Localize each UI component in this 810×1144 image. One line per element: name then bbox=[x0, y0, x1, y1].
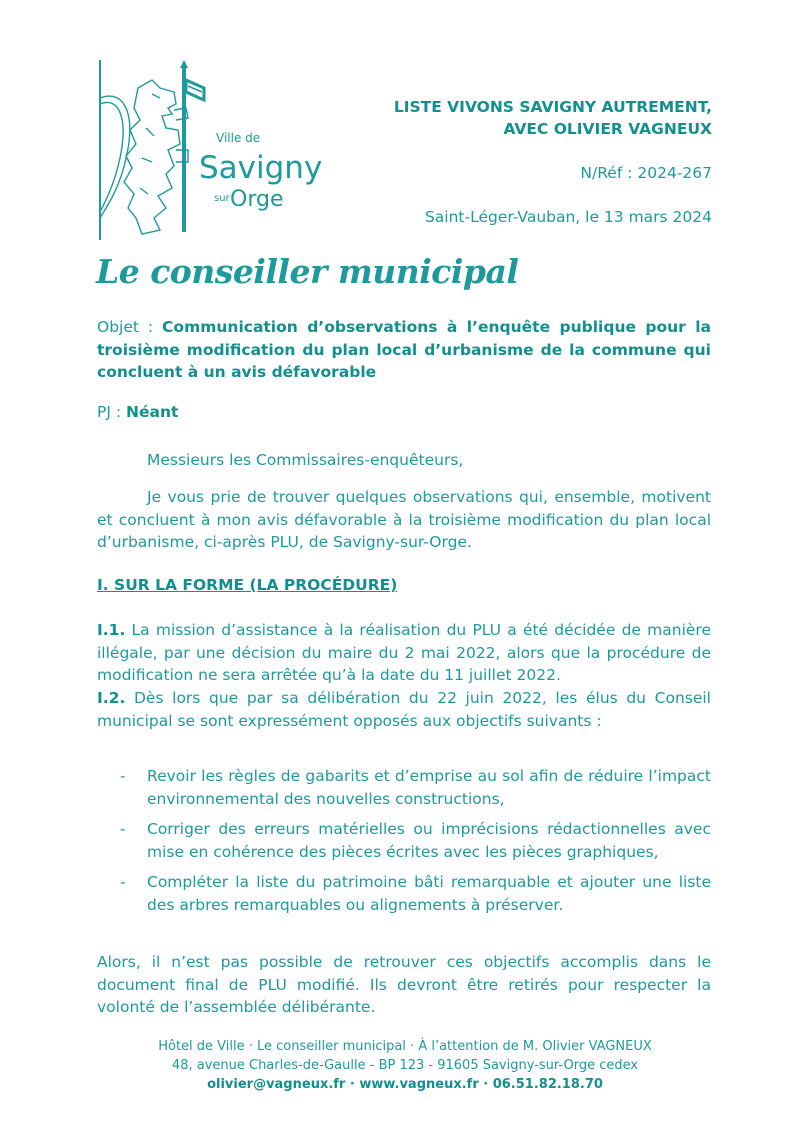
attachments-label: PJ : bbox=[97, 403, 126, 421]
logo-savigny: Savigny bbox=[199, 150, 323, 186]
sender-organization-line1: LISTE VIVONS SAVIGNY AUTREMENT, bbox=[393, 98, 712, 116]
sender-title: Le conseiller municipal bbox=[96, 252, 519, 291]
city-logo bbox=[96, 58, 323, 244]
intro-paragraph: Je vous prie de trouver quelques observations qui, ensemble, motivent et concluent à mon avis défavorable à la troisième modification du plan local d’urbanisme, ci-après PLU, de Savigny-sur-Orge. bbox=[97, 488, 711, 551]
list-marker: - bbox=[120, 820, 126, 838]
object-label: Objet : bbox=[97, 318, 163, 336]
paragraph-number: I.1. bbox=[97, 621, 126, 639]
section-heading: I. SUR LA FORME (LA PROCÉDURE) bbox=[97, 576, 398, 594]
list-item-text: Corriger des erreurs matérielles ou imprécisions rédactionnelles avec mise en cohérence des pièces écrites avec les pièces graphiques, bbox=[147, 820, 711, 861]
letter-header bbox=[394, 96, 712, 228]
paragraph-text: Dès lors que par sa délibération du 22 juin 2022, les élus du Conseil municipal se sont expressément opposés aux objectifs suivants : bbox=[97, 689, 711, 730]
objectives-list bbox=[97, 765, 711, 924]
list-marker: - bbox=[120, 767, 126, 785]
page-footer bbox=[0, 1037, 810, 1094]
paragraph-number: I.2. bbox=[97, 689, 126, 707]
list-item-text: Revoir les règles de gabarits et d’emprise au sol afin de réduire l’impact environnemental des nouvelles constructions, bbox=[147, 767, 711, 808]
lion-with-flag-emblem-icon bbox=[96, 58, 323, 244]
list-item bbox=[97, 765, 711, 810]
paragraph-i-1 bbox=[97, 619, 711, 687]
footer-address-line1: Hôtel de Ville · Le conseiller municipal · À l’attention de M. Olivier VAGNEUX bbox=[158, 1039, 652, 1054]
logo-sur: sur bbox=[214, 193, 230, 204]
list-item bbox=[97, 818, 711, 863]
list-item bbox=[97, 871, 711, 916]
conclusion-paragraph: Alors, il n’est pas possible de retrouver ces objectifs accomplis dans le document final de PLU modifié. Ils devront être retirés pour respecter la volonté de l’assemblée délibérante. bbox=[97, 953, 711, 1016]
attachments-value: Néant bbox=[126, 403, 179, 421]
object-text: Communication d’observations à l’enquête publique pour la troisième modification du plan local d’urbanisme de la commune qui concluent à un avis défavorable bbox=[97, 318, 711, 381]
reference-number: N/Réf : 2024-267 bbox=[580, 164, 712, 182]
letter-object bbox=[97, 316, 711, 384]
paragraph-i-2 bbox=[97, 687, 711, 732]
sender-organization-line2: AVEC OLIVIER VAGNEUX bbox=[503, 120, 712, 138]
logo-orge: Orge bbox=[230, 187, 284, 212]
list-marker: - bbox=[120, 873, 126, 891]
attachments bbox=[97, 401, 711, 424]
list-item-text: Compléter la liste du patrimoine bâti remarquable et ajouter une liste des arbres remarquables ou alignements à préserver. bbox=[147, 873, 711, 914]
logo-ville-de: Ville de bbox=[216, 131, 261, 145]
footer-contact: olivier@vagneux.fr · www.vagneux.fr · 06.51.82.18.70 bbox=[207, 1077, 603, 1092]
salutation: Messieurs les Commissaires-enquêteurs, bbox=[147, 451, 464, 469]
paragraph-text: La mission d’assistance à la réalisation du PLU a été décidée de manière illégale, par une décision du maire du 2 mai 2022, alors que la procédure de modification ne sera arrêtée qu’à la date du 11 juillet 2022. bbox=[97, 621, 711, 684]
place-and-date: Saint-Léger-Vauban, le 13 mars 2024 bbox=[424, 208, 712, 226]
footer-address-line2: 48, avenue Charles-de-Gaulle - BP 123 - 91605 Savigny-sur-Orge cedex bbox=[171, 1058, 639, 1073]
